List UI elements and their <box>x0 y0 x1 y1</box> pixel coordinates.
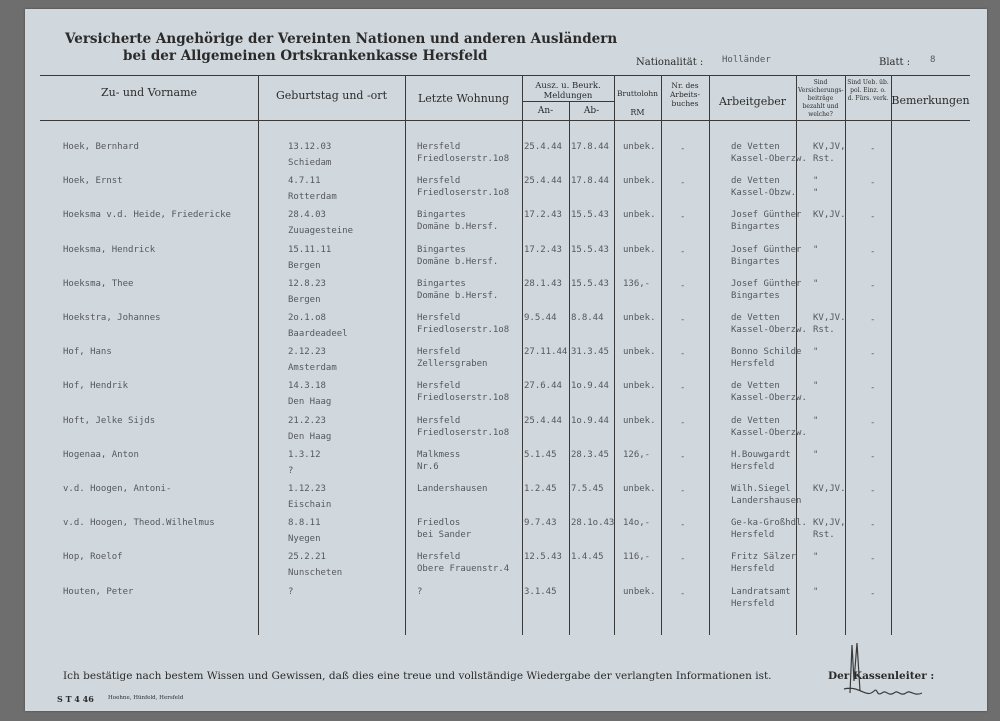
row-registration-out: 7.5.45 <box>571 484 604 494</box>
row-workbook: - <box>680 520 686 531</box>
row-employer-line-1: de Vetten <box>731 415 780 426</box>
row-contributions: " <box>813 381 819 392</box>
row-employer-line-1: Bonno Schilde <box>731 347 802 358</box>
row-address-line-2: bei Sander <box>417 530 472 541</box>
row-employer-line-2: Bingartes <box>731 256 780 267</box>
row-birth-place: Amsterdam <box>288 363 337 374</box>
row-address-line-2: Friedloserstr.1o8 <box>417 154 510 164</box>
row-transfer: - <box>870 417 876 428</box>
row-birth-date: 4.7.11 <box>288 176 321 187</box>
row-birth-place: Eischain <box>288 500 332 510</box>
row-birth-date: 1.12.23 <box>288 484 326 494</box>
row-employer-line-1: Wilh.Siegel <box>731 484 791 494</box>
row-registration-in: 1.2.45 <box>524 484 557 494</box>
row-wage: unbek. <box>623 244 656 255</box>
row-contributions: " <box>813 449 819 460</box>
row-address-line-1: Bingartes <box>417 278 466 289</box>
title-line-1: Versicherte Angehörige der Vereinten Nationen und anderen Ausländern <box>65 31 618 47</box>
row-address-line-1: Hersfeld <box>417 552 461 563</box>
row-birth-date: 14.3.18 <box>288 381 326 392</box>
row-birth-date: 1.3.12 <box>288 449 321 460</box>
row-address-line-2: Domäne b.Hersf. <box>417 290 499 301</box>
row-wage: unbek. <box>623 347 656 358</box>
row-address-line-1: Bingartes <box>417 210 466 221</box>
row-name: Hof, Hendrik <box>63 381 129 392</box>
row-name: Hoeksma, Hendrick <box>63 244 156 255</box>
col-header-contributions: Sind Versicherungs- beiträge bezahlt und welche? <box>798 79 844 118</box>
row-contributions: " <box>813 176 819 187</box>
row-registration-out: 15.5.43 <box>571 278 609 289</box>
row-birth-place: Zuuagesteine <box>288 226 354 237</box>
row-employer-line-1: de Vetten <box>731 176 780 187</box>
row-transfer: - <box>870 280 876 291</box>
col-header-employer: Arbeitgeber <box>718 95 787 108</box>
row-transfer: - <box>870 246 876 257</box>
meldungen-sub-rule <box>522 101 614 102</box>
col-header-wage-unit: RM <box>630 108 645 117</box>
row-employer-line-1: Josef Günther <box>731 210 802 221</box>
row-address-line-2: Friedloserstr.1o8 <box>417 325 510 335</box>
row-registration-in: 27.11.44 <box>524 347 568 358</box>
row-address-line-2: Friedloserstr.1o8 <box>417 427 510 438</box>
row-workbook: - <box>680 349 686 360</box>
row-birth-date: 21.2.23 <box>288 415 326 426</box>
row-workbook: - <box>680 417 686 428</box>
row-address-line-1: Malkmess <box>417 449 461 460</box>
row-registration-out: 1.4.45 <box>571 552 604 563</box>
row-transfer: - <box>870 144 876 154</box>
row-name: Hoeksma, Thee <box>63 278 134 289</box>
row-wage: 126,- <box>623 449 651 460</box>
row-birth-date: ? <box>288 586 294 597</box>
row-contributions: KV,JV, <box>813 142 846 152</box>
row-registration-in: 3.1.45 <box>524 586 557 597</box>
row-transfer: - <box>870 212 876 223</box>
row-employer-line-2: Bingartes <box>731 222 780 233</box>
row-contributions-line-2: " <box>813 188 819 199</box>
col-divider <box>891 75 892 635</box>
row-address-line-1: Bingartes <box>417 244 466 255</box>
row-employer-line-2: Kassel-Oberzw. <box>731 154 807 164</box>
row-workbook: - <box>680 486 686 496</box>
header-bottom-rule <box>40 120 970 121</box>
row-birth-date: 28.4.03 <box>288 210 326 221</box>
form-code: S T 4 46 <box>57 694 94 704</box>
certification-text: Ich bestätige nach bestem Wissen und Gewissen, daß dies eine treue und vollständige Wiedergabe der verlangten Informationen ist. <box>63 670 772 682</box>
row-transfer: - <box>870 588 876 599</box>
col-divider <box>709 75 710 635</box>
title-line-2: bei der Allgemeinen Ortskrankenkasse Hersfeld <box>123 48 488 64</box>
row-registration-in: 17.2.43 <box>524 244 562 255</box>
row-employer-line-1: Josef Günther <box>731 244 802 255</box>
row-workbook: - <box>680 315 686 325</box>
signatory-label: Der Kassenleiter : <box>828 670 935 682</box>
row-name: Hoft, Jelke Sijds <box>63 415 156 426</box>
row-employer-line-2: Hersfeld <box>731 461 775 472</box>
row-address-line-1: ? <box>417 586 423 597</box>
row-registration-out: 28.3.45 <box>571 449 609 460</box>
row-name: Hoek, Ernst <box>63 176 123 187</box>
row-contributions: " <box>813 586 819 597</box>
row-registration-in: 25.4.44 <box>524 176 562 187</box>
row-registration-out: 1o.9.44 <box>571 415 609 426</box>
row-registration-in: 9.7.43 <box>524 518 557 529</box>
row-wage: unbek. <box>623 210 656 221</box>
row-employer-line-2: Kassel-Oberzw. <box>731 325 807 335</box>
row-employer-line-2: Hersfeld <box>731 359 775 370</box>
row-name: Hoeksma v.d. Heide, Friedericke <box>63 210 231 221</box>
row-birth-date: 25.2.21 <box>288 552 326 563</box>
row-name: Hop, Roelof <box>63 552 123 563</box>
col-header-reg-in: An- <box>537 106 554 116</box>
printer-imprint: Hoehne, Hünfeld, Hersfeld <box>108 695 184 701</box>
row-wage: unbek. <box>623 313 656 323</box>
row-birth-date: 12.8.23 <box>288 278 326 289</box>
row-employer-line-1: de Vetten <box>731 381 780 392</box>
row-wage: unbek. <box>623 381 656 392</box>
row-registration-out: 15.5.43 <box>571 244 609 255</box>
row-birth-place: Schiedam <box>288 158 332 168</box>
col-header-wage: Bruttolohn <box>616 89 659 98</box>
row-registration-in: 17.2.43 <box>524 210 562 221</box>
row-name: Hoekstra, Johannes <box>63 313 161 323</box>
row-contributions: KV,JV. <box>813 313 846 323</box>
row-address-line-1: Hersfeld <box>417 415 461 426</box>
row-address-line-2: Domäne b.Hersf. <box>417 256 499 267</box>
row-name: v.d. Hoogen, Theod.Wilhelmus <box>63 518 215 529</box>
row-employer-line-2: Bingartes <box>731 290 780 301</box>
col-divider <box>661 75 662 635</box>
row-employer-line-2: Kassel-Oberzw. <box>731 393 807 404</box>
row-transfer: - <box>870 520 876 531</box>
row-wage: 14o,- <box>623 518 651 529</box>
row-birth-date: 13.12.03 <box>288 142 332 152</box>
row-birth-place: Bergen <box>288 294 321 305</box>
row-contributions: KV,JV. <box>813 210 846 221</box>
col-header-reg-out: Ab- <box>583 106 600 116</box>
row-birth-place: Nunscheten <box>288 568 343 579</box>
row-address-line-1: Hersfeld <box>417 142 461 152</box>
row-contributions: " <box>813 347 819 358</box>
row-address-line-2: Domäne b.Hersf. <box>417 222 499 233</box>
row-employer-line-2: Kassel-Obzw. <box>731 188 797 199</box>
col-divider <box>522 75 523 635</box>
row-wage: unbek. <box>623 176 656 187</box>
row-transfer: - <box>870 178 876 189</box>
row-registration-out: 1o.9.44 <box>571 381 609 392</box>
row-wage: unbek. <box>623 484 656 494</box>
row-contributions: KV,JV, <box>813 518 846 529</box>
row-name: Hoek, Bernhard <box>63 142 139 152</box>
row-registration-in: 5.1.45 <box>524 449 557 460</box>
row-workbook: - <box>680 178 686 189</box>
row-address-line-2: Obere Frauenstr.4 <box>417 564 510 575</box>
row-birth-date: 2.12.23 <box>288 347 326 358</box>
row-birth-place: ? <box>288 465 294 476</box>
row-registration-out: 17.8.44 <box>571 142 609 152</box>
row-employer-line-2: Landershausen <box>731 496 802 506</box>
row-contributions-line-2: Rst. <box>813 530 835 541</box>
row-birth-place: Baardeadeel <box>288 329 348 339</box>
sheet-value: 8 <box>930 55 936 65</box>
row-registration-in: 25.4.44 <box>524 142 562 152</box>
col-header-transfer: Sind Ueb. üb. pol. Einz. o. d. Fürs. verk. <box>847 79 889 102</box>
row-workbook: - <box>680 383 686 394</box>
row-birth-date: 2o.1.o8 <box>288 313 326 323</box>
col-header-name: Zu- und Vorname <box>100 86 198 99</box>
table-top-rule <box>40 75 970 76</box>
row-wage: 116,- <box>623 552 651 563</box>
row-registration-in: 12.5.43 <box>524 552 562 563</box>
row-contributions-line-2: Rst. <box>813 325 835 335</box>
row-workbook: - <box>680 246 686 257</box>
row-registration-out: 15.5.43 <box>571 210 609 221</box>
col-header-registration: Ausz. u. Beurk. Meldungen <box>535 81 601 101</box>
row-contributions: " <box>813 244 819 255</box>
row-registration-in: 27.6.44 <box>524 381 562 392</box>
row-address-line-1: Friedlos <box>417 518 461 529</box>
col-header-remarks: Bemerkungen <box>891 94 970 107</box>
row-registration-in: 9.5.44 <box>524 313 557 323</box>
row-transfer: - <box>870 554 876 565</box>
row-transfer: - <box>870 451 876 462</box>
row-transfer: - <box>870 383 876 394</box>
row-registration-out: 28.1o.43 <box>571 518 615 529</box>
row-wage: unbek. <box>623 142 656 152</box>
row-employer-line-1: Landratsamt <box>731 586 791 597</box>
row-employer-line-1: H.Bouwgardt <box>731 449 791 460</box>
row-transfer: - <box>870 349 876 360</box>
row-registration-out: 31.3.45 <box>571 347 609 358</box>
row-registration-in: 28.1.43 <box>524 278 562 289</box>
row-employer-line-1: Josef Günther <box>731 278 802 289</box>
row-contributions: " <box>813 278 819 289</box>
row-registration-in: 25.4.44 <box>524 415 562 426</box>
row-wage: 136,- <box>623 278 651 289</box>
row-birth-place: Den Haag <box>288 431 332 442</box>
row-workbook: - <box>680 280 686 291</box>
nationality-value: Holländer <box>722 55 771 65</box>
row-birth-place: Den Haag <box>288 397 332 408</box>
row-wage: unbek. <box>623 586 656 597</box>
row-birth-place: Bergen <box>288 260 321 271</box>
row-address-line-1: Hersfeld <box>417 176 461 187</box>
row-employer-line-2: Hersfeld <box>731 598 775 609</box>
row-contributions: " <box>813 415 819 426</box>
row-name: Houten, Peter <box>63 586 134 597</box>
row-wage: unbek. <box>623 415 656 426</box>
row-birth-date: 8.8.11 <box>288 518 321 529</box>
row-employer-line-2: Hersfeld <box>731 530 775 541</box>
col-divider <box>405 75 406 635</box>
row-registration-out: 17.8.44 <box>571 176 609 187</box>
row-employer-line-1: de Vetten <box>731 142 780 152</box>
row-employer-line-2: Kassel-Oberzw. <box>731 427 807 438</box>
row-registration-out: 8.8.44 <box>571 313 604 323</box>
row-workbook: - <box>680 212 686 223</box>
row-employer-line-2: Hersfeld <box>731 564 775 575</box>
row-birth-place: Rotterdam <box>288 192 337 203</box>
row-address-line-2: Zellersgraben <box>417 359 488 370</box>
row-employer-line-1: de Vetten <box>731 313 780 323</box>
row-contributions: " <box>813 552 819 563</box>
row-employer-line-1: Fritz Sälzer <box>731 552 797 563</box>
row-transfer: - <box>870 315 876 325</box>
col-header-birth: Geburtstag und -ort <box>276 89 387 102</box>
row-workbook: - <box>680 451 686 462</box>
row-employer-line-1: Ge-ka-Großhdl. <box>731 518 807 529</box>
col-divider <box>614 75 615 635</box>
row-workbook: - <box>680 144 686 154</box>
nationality-label: Nationalität : <box>636 57 704 68</box>
col-divider <box>258 75 259 635</box>
row-address-line-1: Hersfeld <box>417 313 461 323</box>
row-address-line-2: Friedloserstr.1o8 <box>417 188 510 199</box>
row-address-line-2: Friedloserstr.1o8 <box>417 393 510 404</box>
row-birth-date: 15.11.11 <box>288 244 332 255</box>
col-divider <box>569 101 570 635</box>
col-header-address: Letzte Wohnung <box>417 92 510 105</box>
row-birth-place: Nyegen <box>288 534 321 545</box>
col-divider <box>845 75 846 635</box>
row-transfer: - <box>870 486 876 496</box>
document-sheet <box>25 9 987 711</box>
row-workbook: - <box>680 554 686 565</box>
sheet-label: Blatt : <box>879 57 911 68</box>
row-name: Hof, Hans <box>63 347 112 358</box>
signature-scribble <box>830 631 930 703</box>
row-address-line-1: Landershausen <box>417 484 488 494</box>
row-address-line-2: Nr.6 <box>417 461 439 472</box>
row-contributions-line-2: Rst. <box>813 154 835 164</box>
col-header-workbook: Nr. des Arbeits- buches <box>669 81 701 108</box>
row-address-line-1: Hersfeld <box>417 347 461 358</box>
row-name: Hogenaa, Anton <box>63 449 139 460</box>
row-address-line-1: Hersfeld <box>417 381 461 392</box>
row-name: v.d. Hoogen, Antoni- <box>63 484 172 494</box>
row-workbook: - <box>680 588 686 599</box>
row-contributions: KV,JV. <box>813 484 846 494</box>
